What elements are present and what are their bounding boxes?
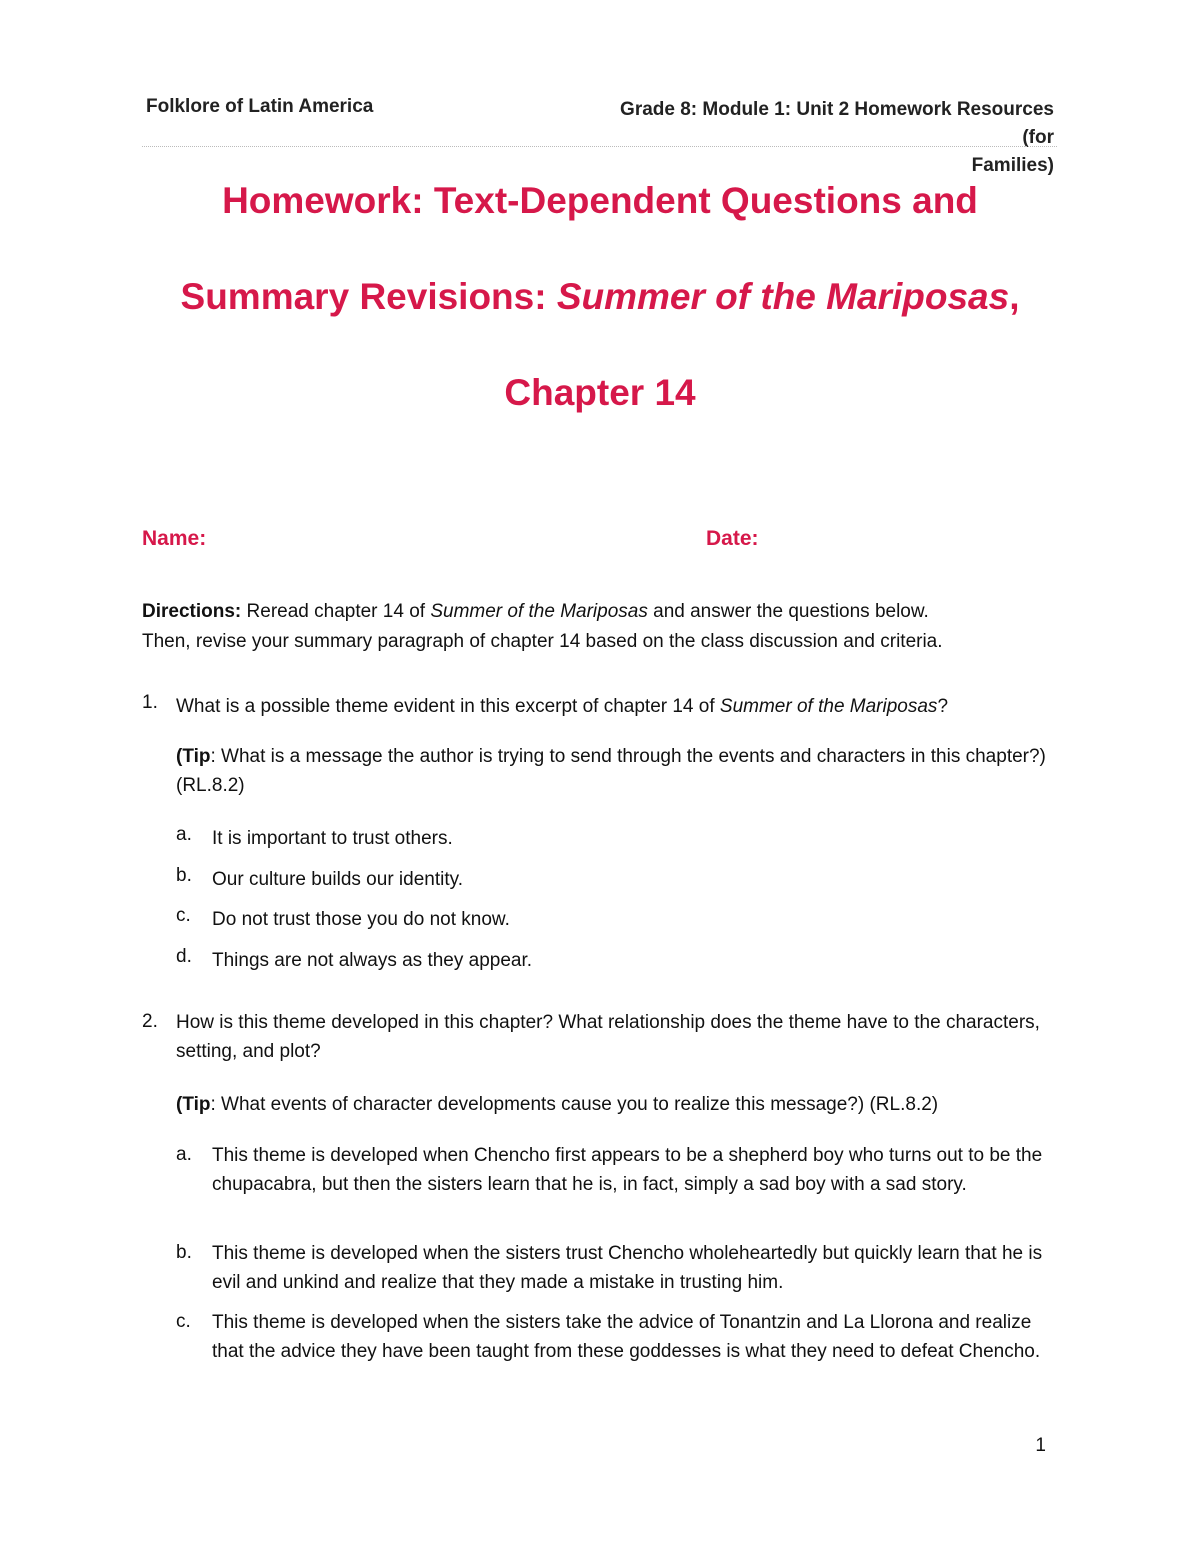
question-2-number: 2. — [142, 1011, 158, 1032]
directions-line1 — [142, 597, 1062, 627]
question-1-text — [176, 692, 1066, 721]
question-1-option-d-letter: d. — [176, 946, 192, 967]
question-2-tip — [176, 1090, 1056, 1119]
header-module-line2: Families) — [971, 155, 1054, 176]
page-title-line1: Homework: Text-Dependent Questions and — [222, 180, 978, 221]
question-1-option-c-letter: c. — [176, 905, 191, 926]
question-2-option-c-letter: c. — [176, 1311, 191, 1332]
header-module-info — [584, 96, 1054, 180]
directions-label: Directions: — [142, 601, 242, 622]
directions-text1: Reread chapter 14 of — [241, 601, 431, 622]
question-1-end: ? — [937, 696, 949, 717]
page-title-line3: Chapter 14 — [504, 372, 696, 413]
question-2-option-c[interactable]: This theme is developed when the sisters take the advice of Tonantzin and La Llorona and realize that the advice they have been taught from these goddesses is what they need to defeat Chencho. — [212, 1312, 1041, 1362]
question-1-option-a[interactable]: It is important to trust others. — [212, 828, 453, 849]
directions-paragraph — [142, 597, 1062, 657]
directions-book: Summer of the Mariposas — [430, 601, 648, 622]
question-2-option-b-letter: b. — [176, 1242, 192, 1263]
date-label: Date: — [706, 527, 759, 550]
title-comma: , — [1009, 276, 1020, 317]
directions-line2: Then, revise your summary paragraph of chapter 14 based on the class discussion and criteria. — [142, 631, 943, 652]
question-2-text: How is this theme developed in this chapter? What relationship does the theme have to the characters, setting, and plot? — [176, 1012, 1040, 1062]
header-module-line1: Grade 8: Module 1: Unit 2 Homework Resources (for — [620, 99, 1054, 148]
question-1-option-c[interactable]: Do not trust those you do not know. — [212, 909, 510, 930]
name-label: Name: — [142, 527, 207, 550]
question-1-option-b-letter: b. — [176, 865, 192, 886]
title-plain: Summary Revisions: — [180, 276, 557, 317]
question-1-tip — [176, 742, 1056, 800]
page-number: 1 — [1035, 1435, 1046, 1456]
question-2-option-a-letter: a. — [176, 1144, 192, 1165]
title-book-name: Summer of the Mariposas — [556, 276, 1010, 317]
question-1-number: 1. — [142, 692, 158, 713]
question-1-plain: What is a possible theme evident in this excerpt of chapter 14 of — [176, 696, 720, 717]
question-1-tip-label: (Tip — [176, 746, 211, 767]
question-1-option-d[interactable]: Things are not always as they appear. — [212, 950, 533, 971]
header-divider — [142, 146, 1057, 147]
question-2-tip-label: (Tip — [176, 1094, 211, 1115]
question-2-tip-text: : What events of character developments cause you to realize this message?) (RL.8.2) — [210, 1094, 939, 1115]
directions-text2: and answer the questions below. — [647, 601, 929, 622]
question-1-option-b[interactable]: Our culture builds our identity. — [212, 869, 463, 890]
question-1-option-a-letter: a. — [176, 824, 192, 845]
question-2-option-b[interactable]: This theme is developed when the sisters trust Chencho wholeheartedly but quickly learn that he is evil and unkind and realize that they made a mistake in trusting him. — [212, 1243, 1043, 1293]
header-course-title: Folklore of Latin America — [146, 96, 374, 117]
question-2-option-a[interactable]: This theme is developed when Chencho first appears to be a shepherd boy who turns out to be the chupacabra, but then the sisters learn that he is, in fact, simply a sad boy with a sad story. — [212, 1145, 1043, 1195]
question-1-book: Summer of the Mariposas — [719, 696, 938, 717]
page-title-line2 — [100, 276, 1100, 318]
question-1-tip-text: : What is a message the author is trying to send through the events and characters in this chapter?) (RL.8.2) — [176, 746, 1046, 796]
